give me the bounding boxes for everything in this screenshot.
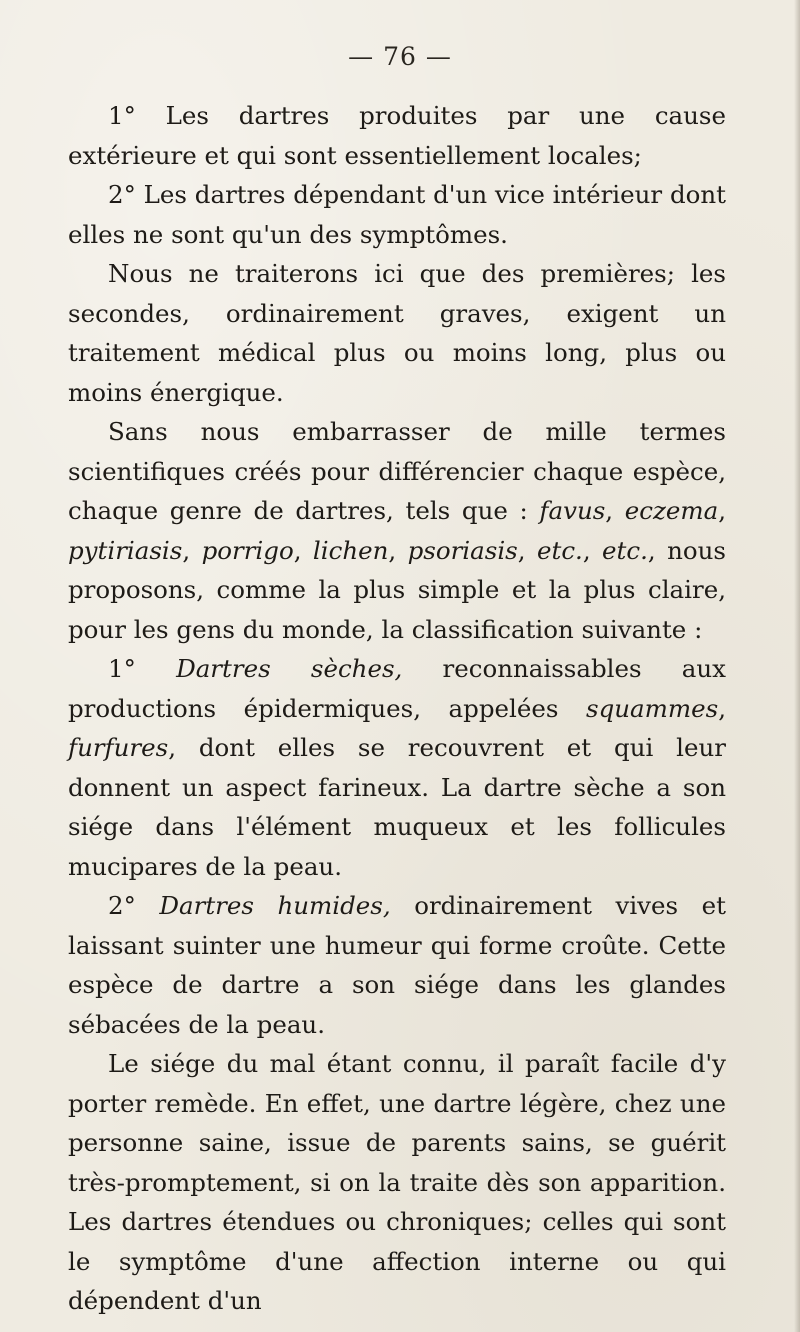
term-etc-2: etc. [602,535,648,565]
term-lichen: lichen [312,535,389,565]
paragraph-5 [68,649,726,886]
paragraph-5-text: reconnaissables aux productions épidermiques, appelées [68,654,726,723]
term-eczema: eczema [624,496,719,525]
paragraph-4-ending: , nous proposons, comme la plus simple et la plus claire, pour les gens du monde, la classification suivante : [68,535,727,644]
paragraph-6 [68,886,726,1044]
term-favus: favus [539,496,606,525]
term-dartres-humides: Dartres humides, [159,891,391,920]
list-marker-2: 2° [108,891,160,920]
separator: , [605,496,625,525]
separator: , [718,693,726,723]
page-number: — 76 — [348,42,452,71]
paragraph-3: Nous ne traiterons ici que des premières; les secondes, ordinairement graves, exigent un traitement médical plus ou moins long, plus ou moins énergique. [68,259,726,407]
term-dartres-seches: Dartres sèches, [176,654,403,683]
paragraph-5-ending: , dont elles se recouvrent et qui leur donnent un aspect farineux. La dartre sèche a son siége dans l'élément muqueux et les follicules mucipares de la peau. [68,733,726,881]
paragraph-6-text: ordinairement vives et laissant suinter une humeur qui forme croûte. Cette espèce de dartre a son siége dans les glandes sébacées de la peau. [68,891,726,1039]
paragraph-7: Le siége du mal étant connu, il paraît facile d'y porter remède. En effet, une dartre légère, chez une personne saine, issue de parents sains, se guérit très-promptement, si on la traite dès son apparition. Les dartres étendues ou chroniques; celles qui sont le symptôme d'une affection interne ou qui dépendent d'un [68,1049,726,1315]
term-pytiriasis: pytiriasis [68,535,183,565]
term-porrigo: porrigo [201,535,294,565]
paragraph-2: 2° Les dartres dépendant d'un vice intérieur dont elles ne sont qu'un des symptômes. [68,180,726,249]
term-squammes: squammes [586,693,719,723]
term-etc-1: etc. [536,535,583,565]
separator: , [293,535,313,565]
separator: , [582,535,603,565]
separator: , [517,535,537,565]
page-edge-shadow [794,0,800,1332]
term-furfures: furfures [68,733,169,762]
paragraph-4 [68,412,726,649]
list-marker-1: 1° [108,654,177,683]
body-text [68,96,726,1321]
separator: , [182,535,202,565]
paragraph-4-text: Sans nous embarrasser de mille termes scientifiques créés pour différencier chaque espèce, chaque genre de dartres, tels que : [68,417,726,525]
separator: , [388,535,408,565]
separator: , [718,496,727,525]
paragraph-1: 1° Les dartres produites par une cause extérieure et qui sont essentiellement locales; [68,101,726,170]
term-psoriasis: psoriasis [407,535,518,565]
